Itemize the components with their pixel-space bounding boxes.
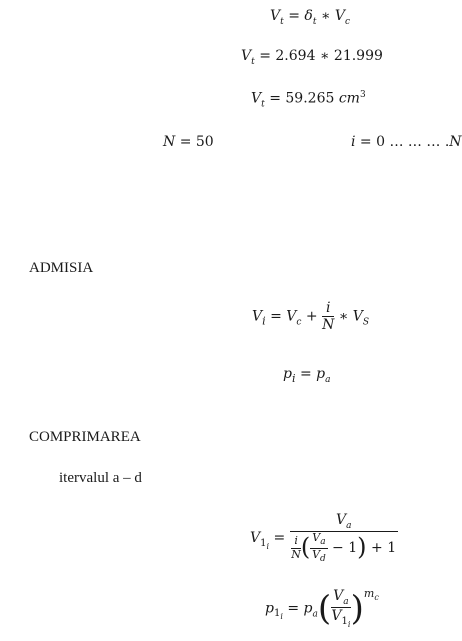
subscript-a: a (325, 374, 331, 385)
fraction-numerator (290, 512, 398, 532)
symbol-v: V (352, 308, 363, 325)
equals-sign: = (283, 8, 305, 24)
symbol-v: V (250, 530, 261, 547)
fraction-numerator: i (291, 535, 301, 549)
equals-sign: = (269, 530, 290, 547)
minus-sign: − (327, 540, 349, 557)
symbol-v: V (252, 308, 263, 325)
symbol-v: V (312, 531, 321, 545)
symbol-p: p (265, 600, 274, 617)
symbol-v: V (251, 90, 262, 107)
unit-exponent: 3 (359, 90, 366, 100)
symbol-p: p (316, 366, 326, 382)
symbol-n: N (163, 134, 176, 150)
subscript-a: a (346, 520, 352, 531)
symbol-v: V (334, 8, 345, 24)
fraction-i-over-n (322, 300, 334, 333)
equation-v1i (250, 512, 398, 564)
subscript-a: a (343, 596, 349, 607)
vt-value: 59.265 (285, 90, 335, 107)
equation-vt-result (251, 90, 366, 109)
symbol-v: V (331, 608, 342, 625)
symbol-v: V (335, 512, 347, 528)
equation-pi (283, 366, 330, 385)
fraction-va-over-vd (310, 532, 327, 564)
multiply-sign: ∗ (316, 8, 335, 24)
symbol-delta: δ (304, 8, 313, 24)
fraction-i-over-n (291, 535, 301, 561)
fraction-denominator: N (291, 547, 301, 561)
symbol-v: V (286, 308, 297, 325)
delta-t-value: 2.694 (275, 48, 316, 64)
plus-sign: + (366, 540, 388, 557)
range-dots: 0 … … … . (376, 134, 450, 150)
equation-n (163, 134, 214, 150)
vc-value: 21.999 (333, 48, 383, 64)
subscript-1: 1 (341, 615, 348, 627)
multiply-sign: ∗ (334, 308, 353, 325)
equation-p1i: $p_{1_i} = p_a$( $\frac{V_a}{V_{1_i}}$ )$^{m_c}$ (265, 586, 379, 629)
subscript-t: t (280, 16, 284, 27)
symbol-p: p (303, 600, 313, 617)
subscript-1: 1 (273, 608, 281, 620)
subscript-a: a (320, 537, 326, 548)
fraction-denominator: N (322, 317, 335, 334)
symbol-v: V (241, 48, 252, 64)
equals-sign: = (282, 600, 304, 617)
subscript-d: d (320, 553, 326, 564)
subscript-i: i (280, 612, 283, 622)
subscript-c: c (296, 317, 302, 328)
symbol-p: p (283, 366, 292, 382)
subscript-t: t (251, 56, 255, 67)
equation-vi (252, 300, 369, 333)
subscript-i: i (347, 619, 351, 629)
subscript-i: i (266, 541, 270, 551)
unit-cm: cm (338, 90, 360, 107)
fraction-v1i (290, 512, 398, 564)
heading-admisia: ADMISIA (29, 260, 94, 276)
plus-sign: + (301, 308, 323, 325)
fraction-denominator: $\frac{i}{N}$ ( $\frac{V_a}{V_d}$ − 1) + 1 (291, 531, 397, 564)
equals-sign: = (254, 48, 276, 64)
subscript-s: S (362, 317, 370, 328)
heading-comprimarea: COMPRIMAREA (29, 429, 141, 445)
symbol-i: i (351, 134, 356, 150)
equation-vt-numeric (241, 48, 383, 67)
subscript-t: t (312, 16, 317, 27)
equals-sign: = (355, 134, 377, 150)
exponent-m: m (363, 586, 375, 600)
equals-sign: = (265, 308, 287, 325)
subscript-t: t (261, 99, 265, 110)
interval-label: itervalul a – d (59, 470, 142, 486)
equation-i-range (351, 134, 462, 150)
equals-sign: = (264, 90, 286, 107)
subscript-i-text: i (262, 314, 266, 328)
symbol-v: V (312, 547, 321, 561)
one: 1 (387, 540, 397, 557)
subscript-i: i (291, 371, 296, 385)
subscript-c: c (345, 16, 351, 27)
multiply-sign: ∗ (315, 48, 334, 64)
exponent-c: c (374, 593, 379, 603)
subscript-1: 1 (260, 537, 267, 549)
symbol-v: V (270, 8, 281, 24)
fraction-numerator: i (322, 300, 334, 317)
equals-sign: = (295, 366, 317, 382)
equals-sign: = (175, 134, 196, 150)
symbol-n: N (449, 134, 462, 150)
one: 1 (348, 540, 358, 557)
fraction-va-over-v1i (331, 588, 351, 629)
subscript-a: a (312, 609, 318, 620)
equation-vt-definition (270, 8, 350, 27)
n-value: 50 (195, 134, 214, 150)
symbol-v: V (333, 588, 344, 604)
